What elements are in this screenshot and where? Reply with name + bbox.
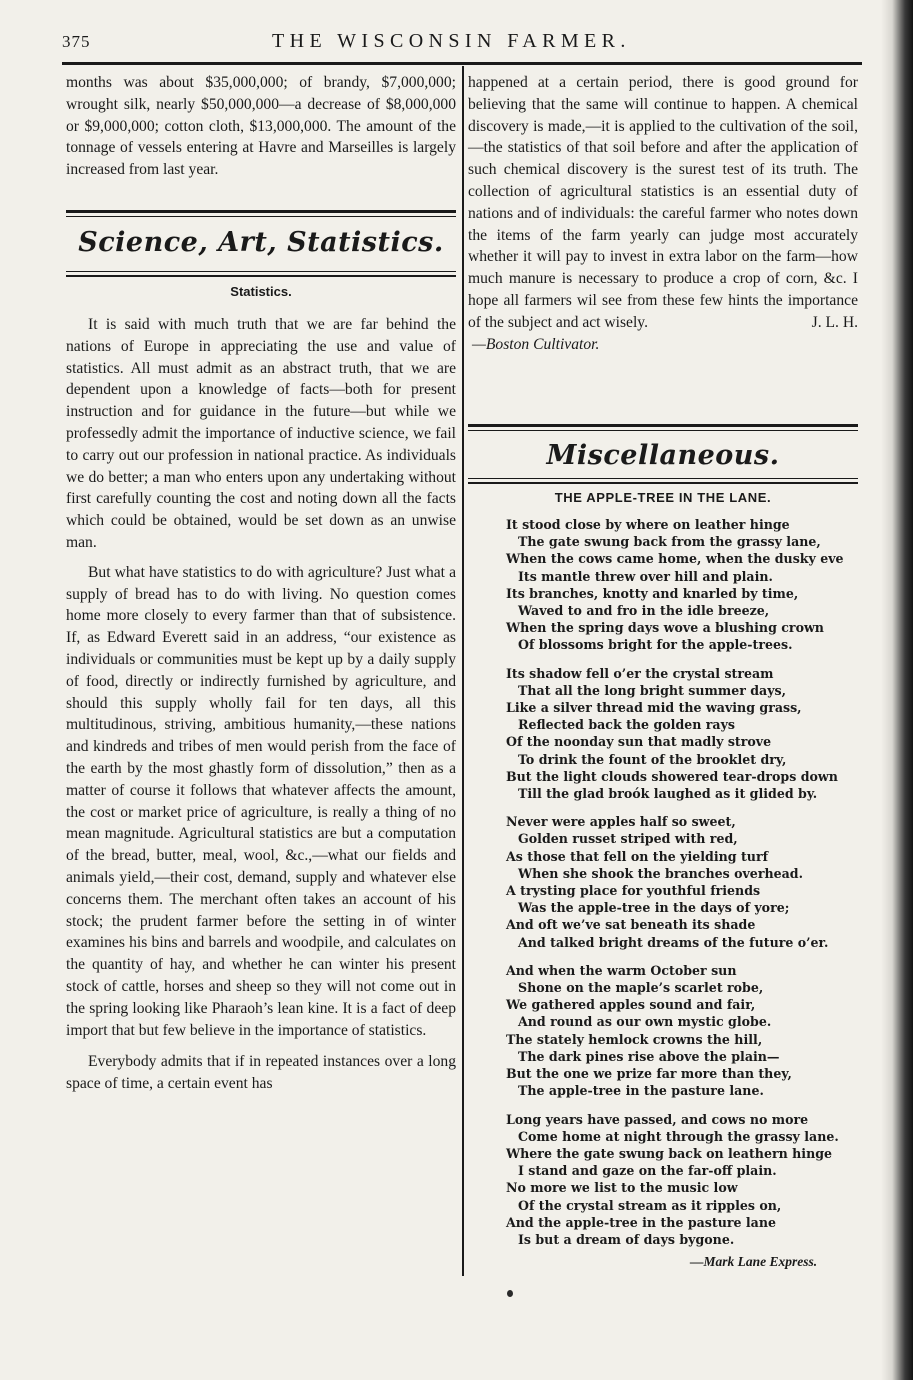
poem-line: Like a silver thread mid the waving grass, — [506, 700, 802, 716]
poem-line: It stood close by where on leather hinge — [506, 517, 790, 532]
poem-line: Where the gate swung back on leathern hinge — [506, 1145, 833, 1161]
running-title: THE WISCONSIN FARMER. — [272, 30, 631, 52]
poem-line: When the spring days wove a blushing crown — [506, 620, 824, 636]
left-column-article — [66, 314, 456, 1095]
poem-title: THE APPLE-TREE IN THE LANE. — [554, 490, 772, 505]
poem-stanza — [506, 665, 856, 803]
poem-stanza — [506, 813, 856, 951]
paragraph-1: It is said with much truth that we are far behind the nations of Europe in appreciating the use and value of statistics. All must admit as an abstract truth, that we are dependent upon a knowledge of facts—both for present instruction and for guidance in the future—but while we professedly admit the importance of inductive science, we fail to carry out our profession in national practice. As individuals we do better; a man who enters upon any undertaking without first carefully counting the cost and noting down all the facts which could be obtained, would be set down as an unwise man. — [66, 316, 456, 551]
poem-line: As those that fell on the yielding turf — [506, 848, 768, 864]
poem-line: Long years have passed, and cows no more — [506, 1111, 809, 1127]
poem-line: When the cows came home, when the dusky eve — [506, 551, 844, 567]
poem-line: Shone on the maple’s scarlet robe, — [518, 980, 764, 996]
poem-line: But the light clouds showered tear-drops down — [506, 768, 838, 784]
poem-line: And talked bright dreams of the future o’er. — [518, 934, 829, 950]
section-rule-bottom — [66, 271, 456, 272]
misc-rule-bottom-thick — [468, 482, 858, 484]
poem-line: The gate swung back from the grassy lane, — [518, 534, 821, 550]
scan-binding-shadow — [881, 0, 913, 1380]
poem-line: Never were apples half so sweet, — [506, 814, 736, 830]
poem-line: I stand and gaze on the far-off plain. — [518, 1163, 777, 1179]
poem-line: To drink the fount of the brooklet dry, — [518, 751, 787, 767]
page-header — [62, 28, 862, 58]
poem-line: But the one we prize far more than they, — [506, 1066, 792, 1082]
article-title-statistics: Statistics. — [230, 284, 292, 299]
poem-line: We gathered apples sound and fair, — [506, 997, 756, 1013]
poem-line: Was the apple-tree in the days of yore; — [518, 900, 790, 916]
poem-line: Waved to and fro in the idle breeze, — [518, 603, 770, 619]
poem-line: That all the long bright summer days, — [518, 682, 786, 698]
poem-line: Come home at night through the grassy lane. — [518, 1128, 839, 1144]
page-number: 375 — [62, 32, 91, 51]
poem-line: Its mantle threw over hill and plain. — [518, 568, 773, 584]
ink-blot — [507, 1290, 513, 1297]
poem-line: Reflected back the golden rays — [518, 717, 736, 733]
section-rule-top — [66, 210, 456, 213]
section-title-miscellaneous: Miscellaneous. — [546, 440, 780, 471]
continued-paragraph: months was about $35,000,000; of brandy, $7,000,000; wrought silk, nearly $50,000,000—a decrease of $8,000,000 or $9,000,000; cotton cloth, $13,000,000. The amount of the tonnage of vessels entering at Havre and Marseilles is largely increased from last year. — [66, 74, 456, 179]
column-divider — [462, 66, 464, 1276]
poem-line: The apple-tree in the pasture lane. — [518, 1083, 764, 1099]
section-rule-bottom-thick — [66, 275, 456, 277]
continued-paragraph-right-text: happened at a certain period, there is good ground for believing that the same will continue to happen. A chemical discovery is made,—it is applied to the cultivation of the soil,—the statistics of that soil before and after the application of such chemical discovery is the surest test of its truth. The collection of agricultural statistics is an essential duty of nations and of individuals: the careful farmer who notes down the items of the farm yearly can judge most accurately whether it will pay to invest in extra labor on the farm—how much manure is necessary to produce a crop of corn, &c. I hope all farmers wil see from these few hints the importance of the subject and act wisely. — [468, 74, 858, 331]
paragraph-2: But what have statistics to do with agriculture? Just what a supply of bread has to do with living. No question comes home more closely to every farmer than that of subsistence. If, as Edward Everett said in an address, “our existence as individuals or communities must be kept up by a daily supply of food, directly or indirectly furnished by agriculture, and should this supply wholly fail for ten days, all this multitudinous, striving, ambitious humanity,—these nations and kindreds and tribes of men would perish from the face of the earth by the most ghastly form of dissolution,” then as a matter of course it follows that whatever affects the amount, the cost or market price of agriculture, is really a thing of no mean magnitude. Agricultural statistics are but a computation of the bread, butter, meal, wool, &c.,—what our fields and animals yield,—their cost, demand, supply and whatever else concerns them. The merchant often takes an account of his stock; the prudent farmer before the setting in of winter examines his bins and barrels and woodpile, and calculates on the quantity of hay, and whether he can winter his present stock of cattle, horses and sheep so they will not come out in the spring looking like Pharaoh’s lean kine. It is a fact of deep import that but few believe in the importance of statistics. — [66, 563, 456, 1039]
poem-line: And the apple-tree in the pasture lane — [506, 1214, 777, 1230]
poem-line: When she shook the branches overhead. — [518, 865, 803, 881]
poem-line: Golden russet striped with red, — [518, 831, 738, 847]
poem-line: Of the crystal stream as it ripples on, — [518, 1197, 782, 1213]
misc-rule-top-thin — [468, 430, 858, 431]
misc-rule-bottom — [468, 478, 858, 479]
poem-line: And when the warm October sun — [506, 962, 737, 978]
paragraph-3: Everybody admits that if in repeated instances over a long space of time, a certain event has — [66, 1053, 456, 1093]
header-rule — [62, 62, 862, 65]
left-column-continued — [66, 72, 456, 181]
poem-line: And round as our own mystic globe. — [518, 1014, 772, 1030]
poem-line: Of blossoms bright for the apple-trees. — [518, 637, 793, 653]
poem-line: Is but a dream of days bygone. — [518, 1231, 735, 1247]
poem-line: And oft we’ve sat beneath its shade — [506, 917, 756, 933]
signature: J. L. H. — [811, 313, 858, 331]
right-column-continued — [468, 72, 858, 355]
poem-line: Its shadow fell o’er the crystal stream — [506, 665, 774, 681]
poem-line: Of the noonday sun that madly strove — [506, 734, 772, 750]
poem-line: Till the glad broók laughed as it glided by. — [518, 786, 818, 802]
poem-stanza — [506, 962, 856, 1100]
source-credit: —Boston Cultivator. — [472, 335, 600, 353]
poem-line: No more we list to the music low — [506, 1180, 738, 1196]
poem-line: Its branches, knotty and knarled by time, — [506, 585, 799, 601]
section-title-science: Science, Art, Statistics. — [78, 227, 444, 258]
poem-line: The stately hemlock crowns the hill, — [506, 1031, 763, 1047]
misc-rule-top — [468, 424, 858, 427]
poem-stanza — [506, 1111, 856, 1249]
poem-attribution: —Mark Lane Express. — [690, 1254, 818, 1269]
poem-stanza — [506, 516, 856, 654]
poem-body — [506, 516, 856, 1259]
poem-line: A trysting place for youthful friends — [506, 883, 761, 899]
section-rule-top-thin — [66, 216, 456, 217]
poem-line: The dark pines rise above the plain— — [518, 1048, 780, 1064]
continued-paragraph-right — [468, 72, 858, 334]
